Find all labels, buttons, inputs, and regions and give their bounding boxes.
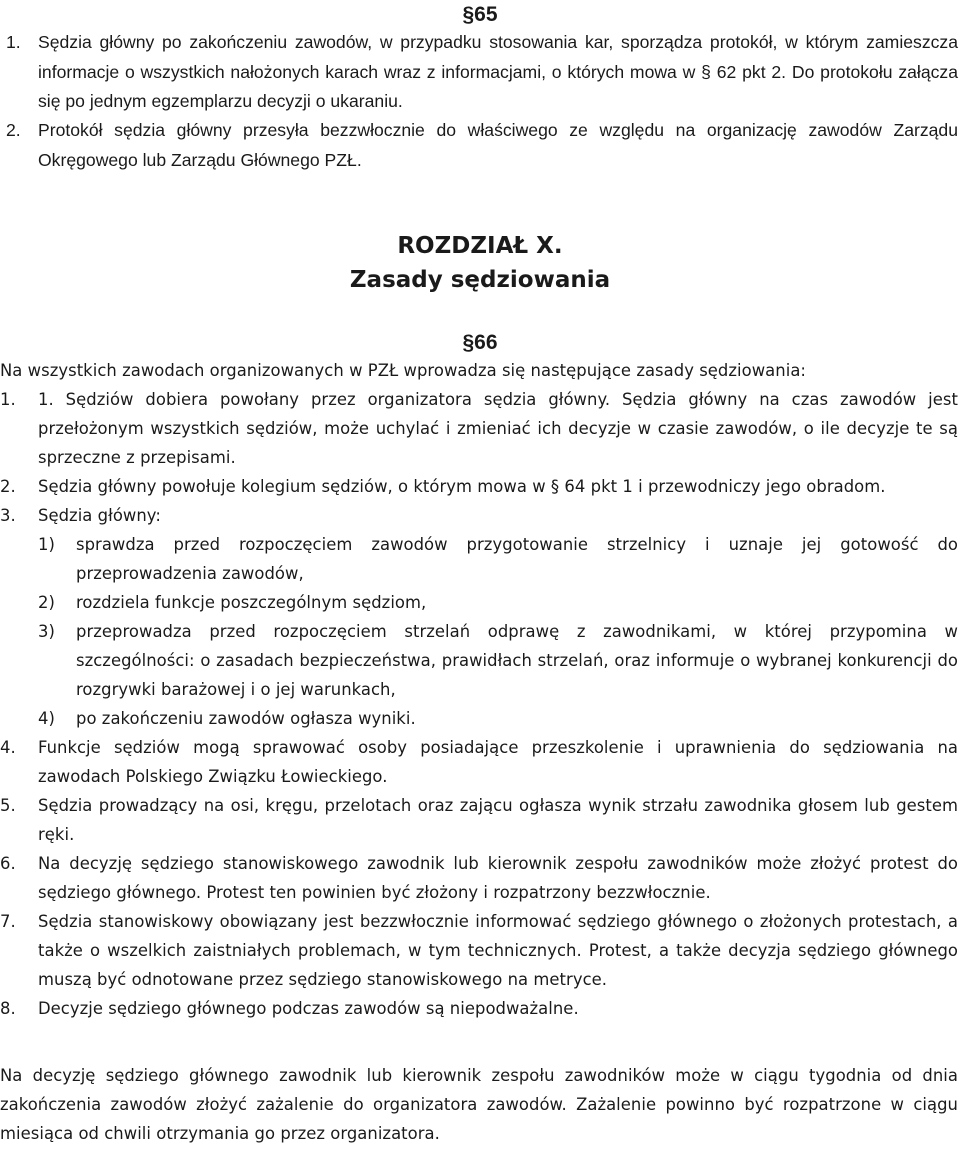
subitem-number: 2) [38,593,55,612]
chapter-number: ROZDZIAŁ X. [397,233,563,259]
closing-paragraph: Na decyzję sędziego głównego zawodnik lub kierownik zespołu zawodników może w ciągu tygodnia od dnia zakończenia zawodów złożyć zażalenie do organizatora zawodów. Zażalenie powinno być rozpatrzone w ciągu miesiąca od chwili otrzymania go przez organizatora. [0,1066,958,1143]
item-text: 1. Sędziów dobiera powołany przez organizatora sędzia główny. Sędzia główny na czas zawodów jest przełożonym wszystkich sędziów, może uchylać i zmieniać ich decyzje w czasie zawodów, o ile decyzje te są sprzeczne z przepisami. [38,390,958,467]
item-number: 2. [6,120,21,140]
item-number: 2. [0,477,16,496]
subitem-text: rozdziela funkcje poszczególnym sędziom, [76,593,427,612]
sec66-item-1 [0,385,958,472]
subitem-number: 1) [38,535,55,554]
section-66-body [0,356,958,1148]
sec66-item-6 [0,849,958,907]
sec65-item-2 [6,116,958,175]
section-66-heading: §66 [462,331,498,354]
chapter-heading [0,229,960,297]
sec66-item-5 [0,791,958,849]
item-number: 7. [0,912,16,931]
subitem-text: po zakończeniu zawodów ogłasza wyniki. [76,709,416,728]
section-66-intro: Na wszystkich zawodach organizowanych w PZŁ wprowadza się następujące zasady sędziowania: [0,361,806,380]
item-text: Na decyzję sędziego stanowiskowego zawodnik lub kierownik zespołu zawodników może złożyć protest do sędziego głównego. Protest ten powinien być złożony i rozpatrzony bezzwłocznie. [38,854,958,902]
sec66-subitem-3 [38,617,958,704]
subitem-number: 4) [38,709,55,728]
item-text: Funkcje sędziów mogą sprawować osoby posiadające przeszkolenie i uprawnienia do sędziowania na zawodach Polskiego Związku Łowieckiego. [38,738,958,786]
subitem-number: 3) [38,622,55,641]
subitem-text: sprawdza przed rozpoczęciem zawodów przygotowanie strzelnicy i uznaje jej gotowość do przeprowadzenia zawodów, [76,535,958,583]
item-text: Sędzia główny powołuje kolegium sędziów, o którym mowa w § 64 pkt 1 i przewodniczy jego obradom. [38,477,886,496]
sec66-subitem-4 [38,704,958,733]
item-text: Sędzia główny: [38,506,161,525]
item-number: 1. [6,32,21,52]
subitem-text: przeprowadza przed rozpoczęciem strzelań odprawę z zawodnikami, w której przypomina w szczególności: o zasadach bezpieczeństwa, prawidłach strzelań, oraz informuje o wybranej konkurencji do rozgrywki barażowej i o jej warunkach, [76,622,958,699]
sec65-item-1 [6,28,958,117]
item-text: Sędzia główny po zakończeniu zawodów, w przypadku stosowania kar, sporządza protokół, w którym zamieszcza informacje o wszystkich nałożonych karach wraz z informacjami, o których mowa w § 62 pkt 2. Do protokołu załącza się po jednym egzemplarzu decyzji o ukaraniu. [38,32,958,111]
sec66-subitem-1 [38,530,958,588]
chapter-title: Zasady sędziowania [349,267,611,293]
paragraph-spacer [0,1023,958,1061]
item-number: 6. [0,854,16,873]
item-text: Protokół sędzia główny przesyła bezzwłocznie do właściwego ze względu na organizację zawodów Zarządu Okręgowego lub Zarządu Głównego PZŁ. [38,120,958,170]
item-number: 3. [0,506,16,525]
item-text: Sędzia prowadzący na osi, kręgu, przelotach oraz zającu ogłasza wynik strzału zawodnika głosem lub gestem ręki. [38,796,958,844]
item-number: 8. [0,999,16,1018]
section-65-heading: §65 [462,3,498,26]
sec66-item-7 [0,907,958,994]
sec66-item-4 [0,733,958,791]
item-number: 4. [0,738,16,757]
sec66-subitem-2 [38,588,958,617]
item-number: 1. [0,390,16,409]
item-text: Sędzia stanowiskowy obowiązany jest bezzwłocznie informować sędziego głównego o złożonych protestach, a także o wszelkich zaistniałych problemach, w tym technicznych. Protest, a także decyzja sędziego głównego muszą być odnotowane przez sędziego stanowiskowego na metryce. [38,912,958,989]
item-text: Decyzje sędziego głównego podczas zawodów są niepodważalne. [38,999,579,1018]
item-number: 5. [0,796,16,815]
sec66-item-3 [0,501,958,530]
sec66-item-2 [0,472,958,501]
sec66-item-8 [0,994,958,1023]
